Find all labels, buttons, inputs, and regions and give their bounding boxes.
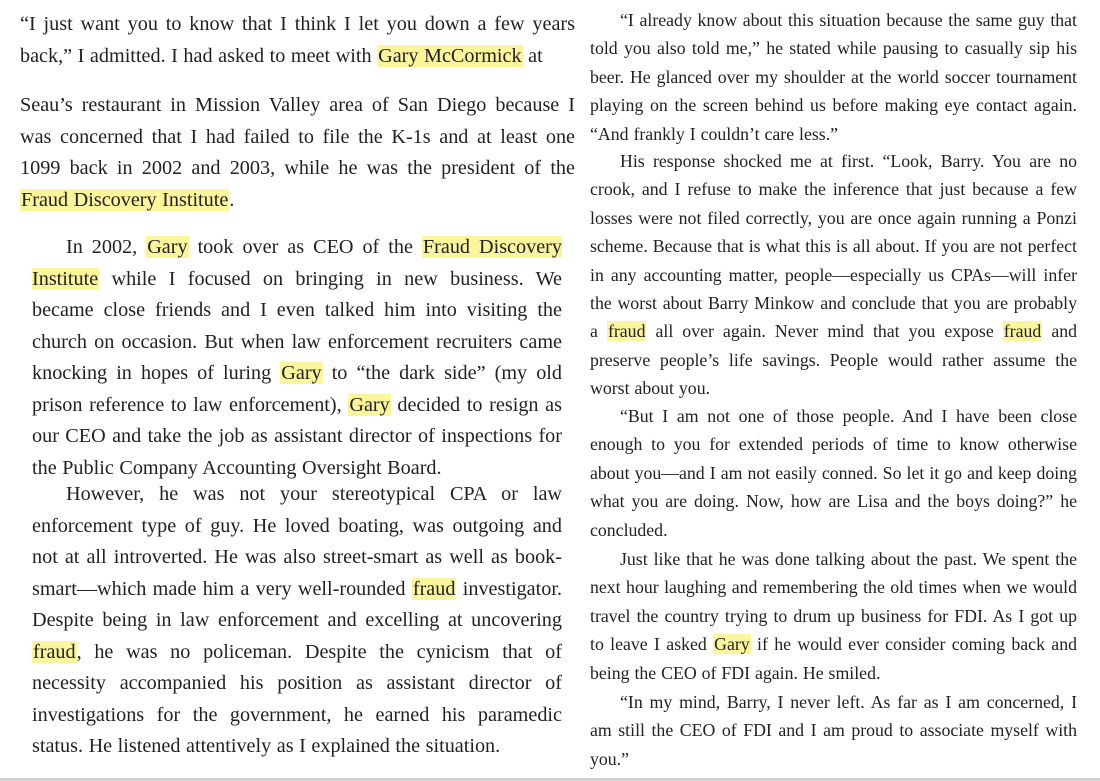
text-run: to “the dark side” (my old prison reference to law enforcement), xyxy=(32,362,562,416)
paragraph xyxy=(590,545,1077,687)
highlighted-text[interactable]: fraud xyxy=(1003,321,1042,342)
paragraph xyxy=(590,147,1077,403)
paragraph xyxy=(590,402,1077,544)
highlighted-text[interactable]: Gary McCormick xyxy=(378,44,522,67)
highlighted-text[interactable]: Gary xyxy=(147,236,188,258)
text-run: if he would ever consider coming back and being the CEO of FDI again. He smiled. xyxy=(590,634,1077,683)
paragraph xyxy=(590,6,1077,148)
text-run: and preserve people’s life savings. People would rather assume the worst about you. xyxy=(590,321,1078,399)
text-run: “I already know about this situation because the same guy that told you also told me,” he stated while pausing to casually sip his beer. He glanced over my shoulder at the world soccer tournament playing on the screen behind us before making eye contact again. “And frankly I couldn’t care less.” xyxy=(590,10,1077,144)
text-run: at xyxy=(522,44,543,67)
highlighted-text[interactable]: fraud xyxy=(607,321,646,342)
highlighted-text[interactable]: Gary xyxy=(714,634,750,655)
highlighted-text[interactable]: Fraud Discovery Institute xyxy=(21,188,229,211)
text-run: Seau’s restaurant in Mission Valley area of San Diego because I was concerned that I had failed to file the K-1s and at least one 1099 back in 2002 and 2003, while he was the president of the xyxy=(20,94,575,179)
text-run: “I just want you to know that I think I let you down a few years back,” I admitted. I had asked to meet with xyxy=(20,13,575,67)
paragraph xyxy=(590,688,1077,773)
paragraph xyxy=(20,90,575,216)
paragraph xyxy=(32,232,562,484)
highlighted-text[interactable]: fraud xyxy=(412,577,456,600)
text-run: . xyxy=(229,188,235,211)
highlighted-text[interactable]: Gary xyxy=(349,393,390,416)
highlighted-text[interactable]: Fraud Discovery Institute xyxy=(32,236,562,290)
text-run: However, he was not your stereotypical CPA or law enforcement type of guy. He loved boating, was outgoing and not at all introverted. He was also street-smart as well as book-smart—which made him a very well-rounded xyxy=(32,483,562,600)
text-run: , he was no policeman. Despite the cynicism that of necessity accompanied his position as assistant director of investigations for the government, he earned his paramedic status. He listened attentively as I explained the situation. xyxy=(32,640,562,757)
text-run: His response shocked me at first. “Look, Barry. You are no crook, and I refuse to make the inference that just because a few losses were not filed correctly, you are once again running a Ponzi scheme. Because that is what this is all about. If you are not perfect in any accounting matter, people—especially us CPAs—will infer the worst about Barry Minkow and conclude that you are probably a xyxy=(590,151,1077,342)
paragraph xyxy=(20,9,575,72)
text-run: In 2002, xyxy=(66,236,147,258)
text-run: Just like that he was done talking about the past. We spent the next hour laughing and remembering the old times when we would travel the country trying to drum up business for FDI. As I got up to leave I asked xyxy=(590,549,1077,655)
text-run: all over again. Never mind that you expose xyxy=(646,321,1003,342)
text-run: “In my mind, Barry, I never left. As far as I am concerned, I am still the CEO of FDI and I am proud to associate myself with you.” xyxy=(590,692,1077,769)
highlighted-text[interactable]: fraud xyxy=(33,640,76,663)
highlighted-text[interactable]: Gary xyxy=(281,362,322,384)
text-run: investigator. Despite being in law enforcement and excelling at uncovering xyxy=(32,577,562,631)
text-run: decided to resign as our CEO and take the job as assistant director of inspections for the Public Company Accounting Oversight Board. xyxy=(32,393,563,479)
text-run: took over as CEO of the xyxy=(188,236,422,258)
text-run: while I focused on bringing in new business. We became close friends and I even talked him into visiting the church on occasion. But when law enforcement recruiters came knocking in hopes of luring xyxy=(32,267,562,384)
text-run: “But I am not one of those people. And I have been close enough to you for extended periods of time to know otherwise about you—and I am not easily conned. So let it go and keep doing what you are doing. Now, how are Lisa and the boys doing?” he concluded. xyxy=(590,406,1077,540)
paragraph xyxy=(32,479,562,763)
